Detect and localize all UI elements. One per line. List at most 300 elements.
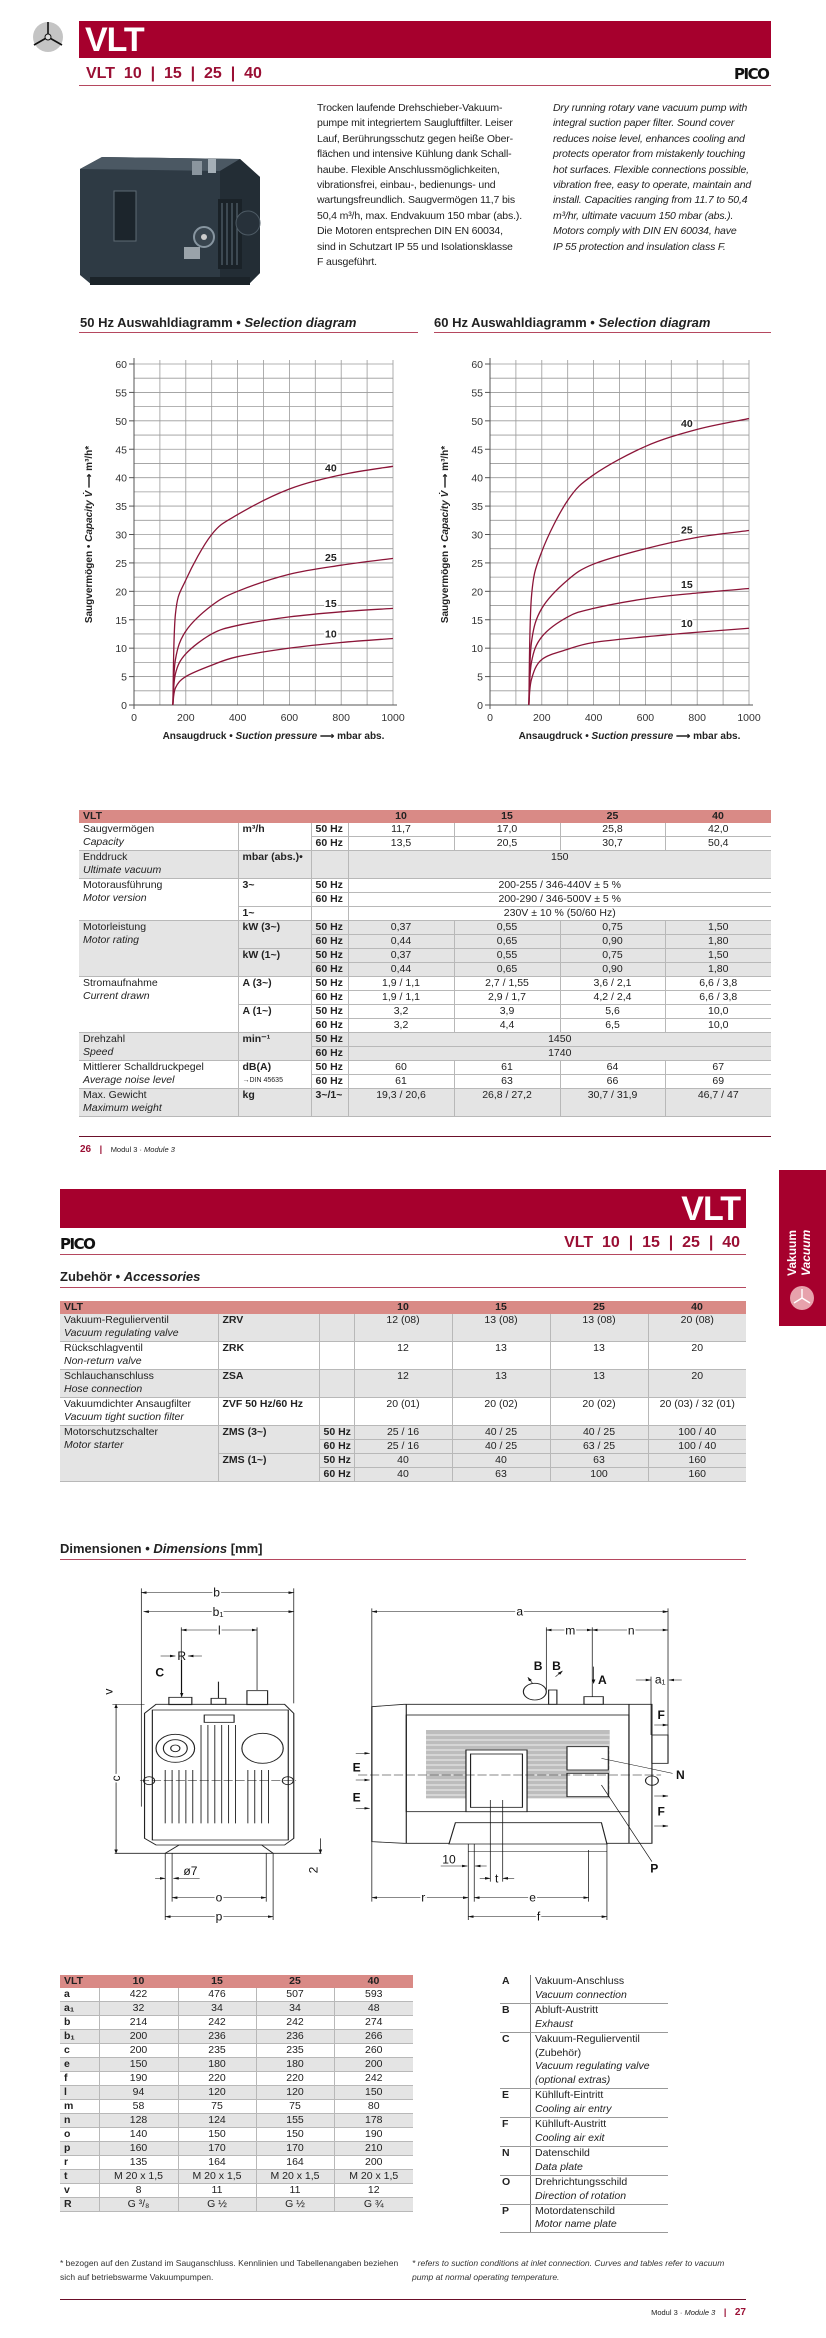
description-en-line: protects operator from mistakenly touching xyxy=(553,148,746,161)
dimension-value: M 20 x 1,5 xyxy=(178,2170,256,2184)
front-view xyxy=(115,1682,322,1854)
dimension-label: a xyxy=(60,1988,99,2002)
side-view xyxy=(372,1683,668,1844)
dimension-value: 180 xyxy=(256,2058,334,2072)
dimension-label: o xyxy=(60,2128,99,2142)
page-27-footer-rule xyxy=(60,2299,746,2300)
dimension-value: 150 xyxy=(178,2128,256,2142)
row-value: 64 xyxy=(560,1061,665,1075)
legend-text xyxy=(531,2147,661,2175)
x-tick-label: 600 xyxy=(280,712,299,724)
x-tick-label: 400 xyxy=(228,712,247,724)
chart-50hz-selection-diagram xyxy=(70,340,420,760)
dimension-value: 235 xyxy=(178,2044,256,2058)
dimension-label: a₁ xyxy=(60,2002,99,2016)
table-row xyxy=(60,2072,413,2086)
page-number: 27 xyxy=(734,2307,746,2318)
row-label xyxy=(79,977,238,1033)
table-row xyxy=(60,1426,746,1440)
row-value: 12 (08) xyxy=(354,1314,452,1342)
y-tick-label: 25 xyxy=(115,557,127,570)
y-tick-label: 55 xyxy=(115,387,127,400)
y-axis-title xyxy=(439,446,451,623)
row-value: 10,0 xyxy=(665,1019,771,1033)
y-tick-label: 40 xyxy=(115,472,127,485)
y-tick-label: 5 xyxy=(121,671,127,684)
x-axis-title-de: Ansaugdruck xyxy=(162,731,227,742)
dimension-value: 200 xyxy=(99,2030,178,2044)
dim-label-N: N xyxy=(676,1768,685,1782)
row-unit: ZSA xyxy=(218,1370,319,1398)
row-value: 160 xyxy=(648,1454,746,1468)
row-value: 0,75 xyxy=(560,921,665,935)
row-value: 1,80 xyxy=(665,935,771,949)
row-frequency: 60 Hz xyxy=(311,963,348,977)
legend-item xyxy=(500,2089,668,2118)
x-axis-unit: mbar abs. xyxy=(337,731,385,742)
chart-50hz-rule xyxy=(79,332,418,333)
description-en-line: hot surfaces. Flexible connections possible, xyxy=(553,163,749,176)
chart-title-en: Selection diagram xyxy=(598,315,711,330)
dim-label-A: A xyxy=(597,1673,607,1687)
y-tick-label: 5 xyxy=(477,671,483,684)
description-en-line: integral suction paper filter. Sound cover xyxy=(553,117,735,130)
row-value: 0,90 xyxy=(560,935,665,949)
row-value: 0,90 xyxy=(560,963,665,977)
footnote-en: * refers to suction conditions at inlet connection. Curves and tables refer to vacuum pump at normal operating temperature. xyxy=(412,2258,725,2282)
y-tick-label: 10 xyxy=(471,643,483,656)
dimension-value: 235 xyxy=(256,2044,334,2058)
legend-item xyxy=(500,2118,668,2147)
row-label-en: Speed xyxy=(83,1046,114,1058)
row-frequency: 60 Hz xyxy=(311,837,348,851)
series-label-25: 25 xyxy=(680,524,693,537)
dimension-value: M 20 x 1,5 xyxy=(334,2170,413,2184)
row-value: 26,8 / 27,2 xyxy=(454,1089,560,1117)
x-tick-label: 0 xyxy=(487,712,493,724)
y-axis-title-de: Saugvermögen xyxy=(440,550,451,624)
row-value: 30,7 xyxy=(560,837,665,851)
dimension-value: G ½ xyxy=(178,2198,256,2212)
row-frequency: 60 Hz xyxy=(311,893,348,907)
series-label-15: 15 xyxy=(324,597,337,610)
module-label-en: Module 3 xyxy=(684,2308,716,2317)
row-value: 0,44 xyxy=(348,935,454,949)
dimensions-title: Dimensionen • Dimensions [mm] xyxy=(60,1541,263,1556)
row-value: 63 xyxy=(454,1075,560,1089)
row-unit: 1~ xyxy=(238,907,311,921)
y-tick-label: 30 xyxy=(115,529,127,542)
table-row xyxy=(79,851,771,879)
row-value: 11,7 xyxy=(348,823,454,837)
dimension-value: 150 xyxy=(99,2058,178,2072)
table-header-row xyxy=(79,810,771,823)
row-value: 1,50 xyxy=(665,949,771,963)
row-label-de: Motorschutzschalter xyxy=(64,1426,158,1438)
y-tick-label: 40 xyxy=(471,472,483,485)
description-en-line: reduces noise level, enhances cooling and xyxy=(553,132,745,145)
table-row xyxy=(79,1089,771,1117)
row-value: 6,6 / 3,8 xyxy=(665,991,771,1005)
row-label-de: Schlauchanschluss xyxy=(64,1370,154,1382)
row-value: 40 / 25 xyxy=(452,1440,550,1454)
dimension-value: 164 xyxy=(256,2156,334,2170)
header-rule xyxy=(79,85,771,86)
legend-key: C xyxy=(500,2033,531,2089)
legend-text-de: Vakuum-Regulierventil (Zubehör) xyxy=(535,2032,640,2059)
legend-text-de: Datenschild xyxy=(535,2146,590,2159)
row-value: 200-255 / 346-440V ± 5 % xyxy=(348,879,771,893)
description-en-line: install. Capacities ranging from 11.7 to 50,4 xyxy=(553,194,748,207)
accessories-title-de: Zubehör xyxy=(60,1269,112,1284)
dimension-value: M 20 x 1,5 xyxy=(99,2170,178,2184)
table-row xyxy=(60,2100,413,2114)
row-unit: m³/h xyxy=(238,823,311,851)
dimension-value: 242 xyxy=(178,2016,256,2030)
table-row xyxy=(60,2198,413,2212)
row-label xyxy=(60,1342,218,1370)
table-header-cell: VLT xyxy=(79,810,348,823)
x-tick-label: 1000 xyxy=(381,712,405,724)
y-tick-label: 60 xyxy=(471,359,483,371)
row-value: 40 xyxy=(354,1454,452,1468)
description-de-line: flächen und intensive Kühlung dank Schall- xyxy=(317,148,512,161)
dimensions-table xyxy=(60,1975,413,2212)
module-label-de: Modul 3 · xyxy=(110,1145,145,1154)
y-tick-label: 30 xyxy=(471,529,483,542)
dimension-value: 11 xyxy=(256,2184,334,2198)
dim-label-2: 2 xyxy=(306,1866,321,1874)
row-label xyxy=(60,1426,218,1482)
y-tick-label: 10 xyxy=(115,643,127,656)
row-value: 17,0 xyxy=(454,823,560,837)
dimension-value: 190 xyxy=(99,2072,178,2086)
table-row xyxy=(60,1398,746,1426)
x-axis-title-en: Suction pressure xyxy=(235,731,318,742)
dimensions-unit: [mm] xyxy=(227,1541,263,1556)
description-en-line: vibration free, easy to operate, maintain and xyxy=(553,179,752,192)
series-line-25 xyxy=(529,531,749,705)
y-tick-label: 35 xyxy=(115,501,127,514)
row-value: 1740 xyxy=(348,1047,771,1061)
dimension-value: G ³/₈ xyxy=(99,2198,178,2212)
row-frequency: 50 Hz xyxy=(311,823,348,837)
table-row xyxy=(60,2128,413,2142)
row-label-en: Motor rating xyxy=(83,934,140,946)
arrow-right-icon: ⟶ xyxy=(317,731,338,742)
description-en-line: Motors comply with DIN EN 60034, have xyxy=(553,225,737,238)
row-frequency: 60 Hz xyxy=(311,1019,348,1033)
row-unit: 3~ xyxy=(238,879,311,907)
page-27-footer xyxy=(651,2306,746,2319)
dimension-value: 178 xyxy=(334,2114,413,2128)
dimension-value: 58 xyxy=(99,2100,178,2114)
specifications-table xyxy=(79,810,771,1117)
row-value: 1,9 / 1,1 xyxy=(348,991,454,1005)
row-frequency xyxy=(319,1314,354,1342)
dim-label-F-1: F xyxy=(657,1708,665,1722)
dimension-value: 200 xyxy=(99,2044,178,2058)
table-header-cell: 15 xyxy=(454,810,560,823)
row-label-de: Motorausführung xyxy=(83,879,163,891)
arrow-up-icon: ⟶ xyxy=(84,470,95,491)
table-row xyxy=(60,2156,413,2170)
row-value: 63 xyxy=(452,1468,550,1482)
row-value: 5,6 xyxy=(560,1005,665,1019)
dimension-value: 422 xyxy=(99,1988,178,2002)
dimension-value: 75 xyxy=(178,2100,256,2114)
legend-item xyxy=(500,2033,668,2090)
row-value: 1450 xyxy=(348,1033,771,1047)
dimension-value: 242 xyxy=(334,2072,413,2086)
accessories-title: Zubehör • Accessories xyxy=(60,1269,201,1284)
row-frequency xyxy=(319,1370,354,1398)
table-row xyxy=(79,1061,771,1075)
row-value: 13 (08) xyxy=(452,1314,550,1342)
legend-text-de: Vakuum-Anschluss xyxy=(535,1975,625,1987)
table-row xyxy=(60,2142,413,2156)
dim-label-c: c xyxy=(109,1775,124,1782)
row-unit: ZMS (1~) xyxy=(218,1454,319,1482)
dimension-label: p xyxy=(60,2142,99,2156)
dim-label-B-2: B xyxy=(552,1659,561,1673)
row-label xyxy=(79,851,238,879)
dim-label-b: b xyxy=(213,1585,220,1600)
table-row xyxy=(60,2044,413,2058)
dimension-value: 236 xyxy=(256,2030,334,2044)
row-value: 30,7 / 31,9 xyxy=(560,1089,665,1117)
chart-60hz-rule xyxy=(434,332,771,333)
row-value: 0,55 xyxy=(454,949,560,963)
chart-60hz-selection-diagram xyxy=(426,340,776,760)
dimension-value: 12 xyxy=(334,2184,413,2198)
dim-label-f: f xyxy=(536,1909,541,1924)
accessories-table xyxy=(60,1301,746,1482)
table-row xyxy=(60,1370,746,1398)
header-rule-page2 xyxy=(60,1254,746,1255)
row-label-de: Motorleistung xyxy=(83,921,147,933)
y-axis-title-sep: • xyxy=(84,541,95,551)
row-value: 0,65 xyxy=(454,963,560,977)
dimension-label: e xyxy=(60,2058,99,2072)
row-label xyxy=(79,1061,238,1089)
row-label-en: Motor starter xyxy=(64,1439,124,1451)
y-axis-unit: m³/h* xyxy=(440,445,451,471)
legend-text xyxy=(531,2089,661,2117)
y-tick-label: 55 xyxy=(471,387,483,400)
row-value: 42,0 xyxy=(665,823,771,837)
row-value: 63 / 25 xyxy=(550,1440,648,1454)
table-header-cell: 10 xyxy=(354,1301,452,1314)
row-value: 40 / 25 xyxy=(550,1426,648,1440)
y-tick-label: 45 xyxy=(115,444,127,457)
dim-label-t: t xyxy=(495,1871,499,1886)
description-de-line: Trocken laufende Drehschieber-Vakuum- xyxy=(317,102,503,114)
row-frequency: 50 Hz xyxy=(319,1454,354,1468)
dim-label-R: R xyxy=(177,1649,187,1663)
row-label-en: Current drawn xyxy=(83,990,150,1002)
dimension-value: 160 xyxy=(99,2142,178,2156)
series-label-10: 10 xyxy=(680,618,693,631)
description-de-line: vibrationsfrei, einbau-, bedienungs- und xyxy=(317,179,496,192)
row-unit: kg xyxy=(238,1089,311,1117)
dimension-value: M 20 x 1,5 xyxy=(256,2170,334,2184)
dimension-value: 34 xyxy=(256,2002,334,2016)
row-label-de: Max. Gewicht xyxy=(83,1089,147,1101)
y-tick-label: 15 xyxy=(471,614,483,627)
description-de-line: F ausgeführt. xyxy=(317,256,377,269)
table-row xyxy=(60,2030,413,2044)
table-row xyxy=(79,1033,771,1047)
row-value: 20 xyxy=(648,1370,746,1398)
dimension-value: 34 xyxy=(178,2002,256,2016)
row-frequency: 50 Hz xyxy=(311,921,348,935)
row-unit: A (1~) xyxy=(238,1005,311,1033)
dimension-value: 266 xyxy=(334,2030,413,2044)
footer-separator: | xyxy=(99,1144,103,1154)
table-header-cell: 40 xyxy=(334,1975,413,1988)
series-label-25: 25 xyxy=(324,552,337,565)
row-value: 67 xyxy=(665,1061,771,1075)
row-value: 13 xyxy=(452,1342,550,1370)
dimension-value: 180 xyxy=(178,2058,256,2072)
legend-key: F xyxy=(500,2118,531,2146)
table-header-cell: 25 xyxy=(560,810,665,823)
row-value: 0,55 xyxy=(454,921,560,935)
row-value: 3,6 / 2,1 xyxy=(560,977,665,991)
dim-label-d7: ø7 xyxy=(183,1864,198,1878)
row-label-de: Rückschlagventil xyxy=(64,1342,143,1354)
table-header-row xyxy=(60,1975,413,1988)
row-frequency: 3~/1~ xyxy=(311,1089,348,1117)
row-label xyxy=(79,879,238,921)
series-label-40: 40 xyxy=(680,417,693,430)
row-value: 100 / 40 xyxy=(648,1440,746,1454)
description-de-line: sind in Schutzart IP 55 und Isolationsklasse xyxy=(317,240,513,253)
dimension-value: 11 xyxy=(178,2184,256,2198)
row-label xyxy=(60,1314,218,1342)
description-en-line: IP 55 protection and insulation class F. xyxy=(553,240,726,253)
dimension-value: 210 xyxy=(334,2142,413,2156)
row-value: 40 xyxy=(354,1468,452,1482)
dimension-value: 124 xyxy=(178,2114,256,2128)
legend-text-de: Motordatenschild xyxy=(535,2204,615,2217)
row-frequency: 50 Hz xyxy=(311,1033,348,1047)
table-header-cell: 40 xyxy=(665,810,771,823)
row-value: 3,9 xyxy=(454,1005,560,1019)
row-unit: ZMS (3~) xyxy=(218,1426,319,1454)
table-header-cell: VLT xyxy=(60,1301,354,1314)
table-header-cell: VLT xyxy=(60,1975,99,1988)
chart-50hz-title xyxy=(80,315,356,330)
table-row xyxy=(60,2086,413,2100)
dimension-value: 128 xyxy=(99,2114,178,2128)
row-unit: ZRV xyxy=(218,1314,319,1342)
row-value: 0,37 xyxy=(348,921,454,935)
row-unit: kW (3~) xyxy=(238,921,311,949)
dimension-value: 150 xyxy=(256,2128,334,2142)
page-number: 26 xyxy=(80,1144,92,1155)
row-label-en: Vacuum regulating valve xyxy=(64,1327,179,1339)
row-label-de: Saugvermögen xyxy=(83,823,155,835)
legend-item xyxy=(500,2004,668,2033)
row-label xyxy=(79,823,238,851)
vacuum-fan-icon xyxy=(790,1286,814,1310)
dimension-label: m xyxy=(60,2100,99,2114)
row-value: 100 xyxy=(550,1468,648,1482)
dim-label-P: P xyxy=(650,1861,659,1876)
row-label-en: Capacity xyxy=(83,836,124,848)
description-de-line: haube. Flexible Anschlussmöglichkeiten, xyxy=(317,163,500,176)
table-header-cell: 10 xyxy=(99,1975,178,1988)
table-row xyxy=(79,823,771,837)
row-value: 3,2 xyxy=(348,1005,454,1019)
row-label-de: Vakuum-Regulierventil xyxy=(64,1314,169,1326)
row-label-en: Motor version xyxy=(83,892,147,904)
x-tick-label: 600 xyxy=(636,712,655,724)
y-tick-label: 15 xyxy=(115,614,127,627)
dim-label-a1: a₁ xyxy=(654,1672,666,1687)
chart-title-sep: • xyxy=(586,315,599,330)
dimension-value: 170 xyxy=(178,2142,256,2156)
dim-label-m: m xyxy=(565,1623,576,1638)
table-row xyxy=(60,2184,413,2198)
series-label-40: 40 xyxy=(324,462,337,475)
legend-key: E xyxy=(500,2089,531,2117)
legend-text-de: Drehrichtungsschild xyxy=(535,2175,628,2188)
row-label-de: Drehzahl xyxy=(83,1033,126,1045)
row-value: 66 xyxy=(560,1075,665,1089)
row-value: 4,2 / 2,4 xyxy=(560,991,665,1005)
dimensions-title-en: Dimensions xyxy=(153,1541,228,1556)
dimension-label: f xyxy=(60,2072,99,2086)
row-value: 20 (08) xyxy=(648,1314,746,1342)
row-label xyxy=(60,1370,218,1398)
dimension-value: 135 xyxy=(99,2156,178,2170)
accessories-title-en: Accessories xyxy=(123,1269,201,1284)
series-label-10: 10 xyxy=(324,628,337,641)
row-value: 20,5 xyxy=(454,837,560,851)
row-label-en: Hose connection xyxy=(64,1383,143,1395)
dimension-value: 476 xyxy=(178,1988,256,2002)
row-value: 46,7 / 47 xyxy=(665,1089,771,1117)
y-tick-label: 25 xyxy=(471,557,483,570)
row-value: 13,5 xyxy=(348,837,454,851)
module-label-de: Modul 3 · xyxy=(651,2308,685,2317)
vacuum-fan-logo-icon xyxy=(30,20,66,54)
y-tick-label: 20 xyxy=(115,586,127,599)
dimension-value: 94 xyxy=(99,2086,178,2100)
table-row xyxy=(60,2002,413,2016)
table-header-row xyxy=(60,1301,746,1314)
description-de-line: 50,4 m³/h, max. Endvakuum 150 mbar (abs.). xyxy=(317,209,522,222)
dimension-value: 260 xyxy=(334,2044,413,2058)
row-value: 0,75 xyxy=(560,949,665,963)
legend-text-en: Cooling air exit xyxy=(535,2131,605,2144)
y-tick-label: 45 xyxy=(471,444,483,457)
dimension-value: 150 xyxy=(334,2086,413,2100)
y-axis-title xyxy=(83,446,95,623)
description-en-line: Dry running rotary vane vacuum pump with xyxy=(553,102,748,114)
table-header-cell: 25 xyxy=(256,1975,334,1988)
dim-label-10: 10 xyxy=(442,1852,456,1867)
series-line-40 xyxy=(173,466,393,705)
section-side-tab xyxy=(779,1170,826,1326)
row-value: 10,0 xyxy=(665,1005,771,1019)
row-label-en: Maximum weight xyxy=(83,1102,162,1114)
legend-text-en: Motor name plate xyxy=(535,2218,617,2231)
dimension-value: 507 xyxy=(256,1988,334,2002)
